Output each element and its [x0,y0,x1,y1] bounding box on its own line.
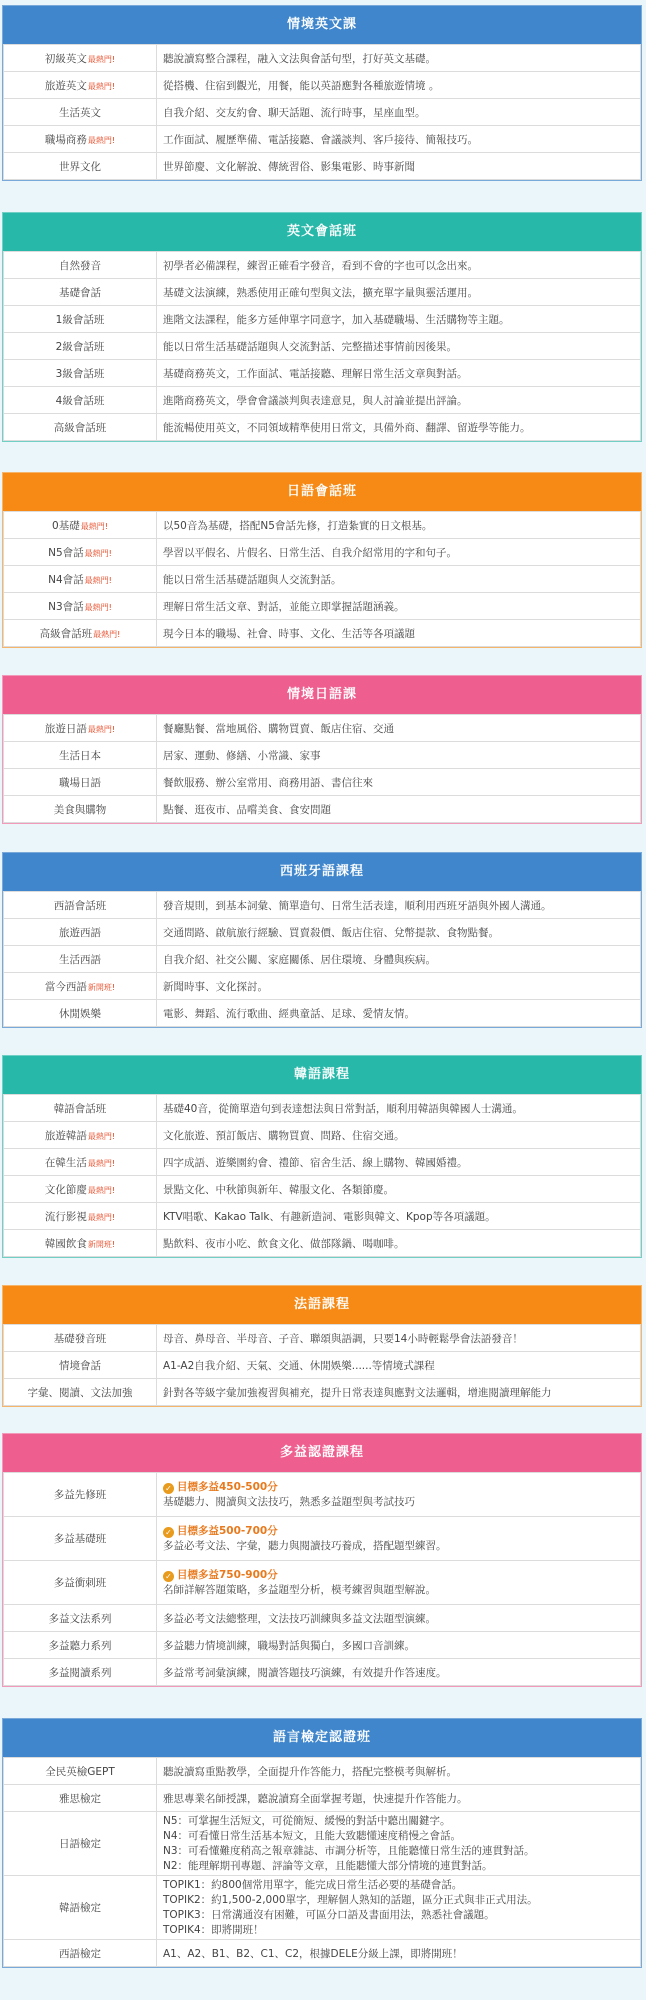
table-row [4,512,641,539]
course-name [4,1325,157,1352]
course-name [4,1605,157,1632]
course-name-label: 韓國飲食 [44,1237,87,1250]
course-description [157,512,641,539]
course-description-text: 餐飲服務、辦公室常用、商務用語、書信往來 [163,776,373,789]
course-name [4,360,157,387]
course-name [4,1517,157,1561]
course-name [4,946,157,973]
course-name-label: 西語會話班 [53,899,107,912]
course-section [2,1718,642,1968]
table-row [4,593,641,620]
course-name-label: 旅遊日語 [44,722,87,735]
hot-badge: 最熱門! [87,54,116,64]
course-description-text: 文化旅遊、預訂飯店、購物買賣、問路、住宿交通。 [163,1129,405,1142]
table-row [4,973,641,1000]
hot-badge: 最熱門! [87,135,116,145]
course-description [157,1659,641,1686]
course-name-label: 1級會話班 [55,313,105,326]
section-title: 語言檢定認證班 [3,1719,641,1757]
course-description-text: 現今日本的職場、社會、時事、文化、生活等各項議題 [163,627,415,640]
course-description [157,796,641,823]
course-name-label: N4會話 [48,573,84,586]
section-title: 法語課程 [3,1286,641,1324]
course-name-label: 職場日語 [59,776,101,789]
course-section [2,852,642,1028]
table-row [4,1785,641,1812]
course-description-text: 聽說讀寫整合課程，融入文法與會話句型，打好英文基礎。 [163,52,436,65]
course-description-text: 基礎商務英文，工作面試、電話接聽、理解日常生活文章與對話。 [163,367,468,380]
course-name [4,539,157,566]
table-row [4,1940,641,1967]
course-table [3,714,641,823]
course-name [4,1876,157,1940]
course-description [157,1000,641,1027]
course-description-text: 多益必考文法、字彙，聽力與閱讀技巧養成，搭配題型練習。 [163,1539,447,1552]
course-name [4,1379,157,1406]
course-name-label: 初級英文 [44,52,87,65]
course-name-label: 旅遊英文 [44,79,87,92]
course-description [157,1632,641,1659]
hot-badge: 最熱門! [87,724,116,734]
course-name-label: 多益先修班 [53,1489,107,1501]
course-name [4,892,157,919]
table-row [4,1561,641,1605]
course-description [157,1561,641,1605]
table-row [4,1517,641,1561]
course-description [157,1230,641,1257]
course-description-text: 點餐、逛夜市、品嚐美食、食安問題 [163,803,331,816]
course-description-text: 景點文化、中秋節與新年、韓服文化、各類節慶。 [163,1183,394,1196]
exam-level-line: N3：可看懂難度稍高之報章雜誌、市調分析等，且能聽懂日常生活的連貫對話。 [163,1844,535,1857]
course-name-label: 西語檢定 [59,1947,101,1960]
course-description [157,1605,641,1632]
table-row [4,742,641,769]
course-name-label: 基礎發音班 [53,1332,107,1345]
table-row [4,333,641,360]
course-description-text: 自我介紹、社交公關、家庭關係、居住環境、身體與疾病。 [163,953,436,966]
exam-level-line: TOPIK1：約800個常用單字，能完成日常生活必要的基礎會話。 [163,1878,463,1891]
table-row [4,252,641,279]
course-description-text: 交通問路、啟航旅行經驗、買賣殺價、飯店住宿、兌幣提款、食物點餐。 [163,926,499,939]
exam-level-line: TOPIK3：日常溝通沒有困難，可區分口語及書面用法，熟悉社會議題。 [163,1908,495,1921]
goal-score-text: 目標多益500-700分 [177,1524,278,1537]
course-description-text: 能流暢使用英文，不同領域精準使用日常文，具備外商、翻譯、留遊學等能力。 [163,421,531,434]
course-name-label: 韓語會話班 [53,1102,107,1115]
course-section [2,212,642,442]
table-row [4,72,641,99]
course-description [157,1379,641,1406]
course-section [2,675,642,824]
table-row [4,1122,641,1149]
course-name [4,153,157,180]
course-description [157,892,641,919]
check-circle-icon: ✓ [163,1571,174,1582]
course-table [3,44,641,180]
hot-badge: 最熱門! [84,602,112,612]
course-name [4,1203,157,1230]
section-title: 情境英文課 [3,6,641,44]
course-description [157,1352,641,1379]
table-row [4,1325,641,1352]
course-name [4,1000,157,1027]
course-description [157,72,641,99]
table-row [4,360,641,387]
course-name-label: 美食與購物 [53,803,107,816]
table-row [4,715,641,742]
course-description [157,973,641,1000]
course-name-label: 基礎會話 [59,286,101,299]
table-row [4,1605,641,1632]
course-description [157,1758,641,1785]
check-circle-icon: ✓ [163,1483,174,1494]
course-name-label: 當今西語 [44,980,87,993]
course-name-label: N3會話 [48,600,84,613]
exam-level-line: N2：能理解期刊專題、評論等文章，且能聽懂大部分情境的連貫對話。 [163,1859,493,1872]
course-name [4,99,157,126]
table-row [4,99,641,126]
hot-badge: 最熱門! [87,81,116,91]
course-name [4,1352,157,1379]
course-name [4,620,157,647]
hot-badge: 最熱門! [80,521,108,531]
table-row [4,539,641,566]
course-description-text: 基礎文法演練，熟悉使用正確句型與文法，擴充單字量與靈活運用。 [163,286,478,299]
course-description [157,1095,641,1122]
course-description [157,1122,641,1149]
course-name-label: 多益基礎班 [53,1533,107,1545]
table-row [4,1352,641,1379]
table-row [4,1758,641,1785]
course-description [157,919,641,946]
course-description-text: 針對各等級字彙加強複習與補充，提升日常表達與應對文法邏輯，增進閱讀理解能力 [163,1386,552,1399]
course-description [157,1203,641,1230]
course-name [4,593,157,620]
course-description-text: 母音、鼻母音、半母音、子音、聯頌與語調，只要14小時輕鬆學會法語發音！ [163,1332,523,1345]
table-row [4,1473,641,1517]
course-description [157,1517,641,1561]
course-name-label: 世界文化 [59,160,101,173]
hot-badge: 最熱門! [87,1158,116,1168]
section-title: 情境日語課 [3,676,641,714]
hot-badge: 新開班! [87,982,116,992]
course-description-text: A1-A2自我介紹、天氣、交通、休閒娛樂......等情境式課程 [163,1359,435,1372]
course-name [4,279,157,306]
table-row [4,1379,641,1406]
table-row [4,1176,641,1203]
course-description [157,1325,641,1352]
course-name [4,414,157,441]
course-description-text: 多益必考文法總整理，文法技巧訓練與多益文法題型演練。 [163,1612,436,1625]
course-table [3,1757,641,1967]
course-name [4,1230,157,1257]
course-name [4,715,157,742]
course-name-label: 全民英檢GEPT [45,1765,115,1778]
table-row [4,1230,641,1257]
course-name-label: 文化節慶 [44,1183,87,1196]
course-description-text: 多益常考詞彙演練，閱讀答題技巧演練，有效提升作答速度。 [163,1666,447,1679]
course-table [3,891,641,1027]
course-description [157,620,641,647]
course-description [157,1176,641,1203]
course-description-text: 世界節慶、文化解說、傳統習俗、影集電影、時事新聞 [163,160,415,173]
section-title: 日語會話班 [3,473,641,511]
course-description-text: 點飲料、夜市小吃、飲食文化、做部隊鍋、喝咖啡。 [163,1237,405,1250]
course-name [4,512,157,539]
course-name [4,1785,157,1812]
goal-score-text: 目標多益450-500分 [177,1480,278,1493]
course-name [4,1176,157,1203]
goal-score [163,1480,634,1495]
course-description-text: 名師詳解答題策略，多益題型分析，模考練習與題型解說。 [163,1583,436,1596]
course-description [157,153,641,180]
exam-level-line: N4：可看懂日常生活基本短文，且能大致聽懂速度稍慢之會話。 [163,1829,462,1842]
course-name [4,796,157,823]
course-description [157,1785,641,1812]
course-table [3,511,641,647]
table-row [4,414,641,441]
course-name [4,1473,157,1517]
hot-badge: 最熱門! [84,548,112,558]
table-row [4,279,641,306]
table-row [4,946,641,973]
course-description-text: 進階商務英文，學會會議談判與表達意見，與人討論並提出評論。 [163,394,468,407]
course-section [2,1433,642,1687]
course-name-label: 3級會話班 [55,367,105,380]
course-description [157,715,641,742]
course-description [157,742,641,769]
exam-level-line: TOPIK2：約1,500-2,000單字，理解個人熟知的話題，區分正式與非正式用法。 [163,1893,538,1906]
table-row [4,1632,641,1659]
course-description [157,946,641,973]
course-description-text: 新聞時事、文化探討。 [163,980,268,993]
course-name [4,742,157,769]
course-name-label: 多益文法系列 [48,1612,112,1625]
course-description-text: A1、A2、B1、B2、C1、C2，根據DELE分級上課，即將開班！ [163,1947,463,1960]
course-description-text: 餐廳點餐、當地風俗、購物買賣、飯店住宿、交通 [163,722,394,735]
course-description [157,566,641,593]
course-description-text: 學習以平假名、片假名、日常生活、自我介紹常用的字和句子。 [163,546,457,559]
exam-level-line: N5：可掌握生活短文，可從簡短、緩慢的對話中聽出關鍵字。 [163,1814,451,1827]
course-name [4,566,157,593]
course-name [4,1095,157,1122]
course-name [4,919,157,946]
course-name-label: 4級會話班 [55,394,105,407]
table-row [4,1659,641,1686]
course-section [2,5,642,181]
section-title: 韓語課程 [3,1056,641,1094]
table-row [4,919,641,946]
course-description [157,99,641,126]
course-name [4,1122,157,1149]
course-description-text: 自我介紹、交友約會、聊天話題、流行時事，星座血型。 [163,106,426,119]
course-name [4,45,157,72]
course-description-text: 基礎40音，從簡單造句到表達想法與日常對話，順利用韓語與韓國人士溝通。 [163,1102,523,1115]
course-description [157,387,641,414]
course-description-text: 理解日常生活文章、對話，並能立即掌握話題涵義。 [163,600,405,613]
hot-badge: 最熱門! [87,1131,116,1141]
course-name-label: 生活英文 [59,106,101,119]
course-name-label: 高級會話班 [53,421,107,434]
course-description [157,593,641,620]
table-row [4,769,641,796]
hot-badge: 最熱門! [87,1185,116,1195]
hot-badge: 最熱門! [84,575,112,585]
course-table [3,1472,641,1686]
table-row [4,1000,641,1027]
course-description [157,769,641,796]
hot-badge: 最熱門! [87,1212,116,1222]
course-table [3,1324,641,1406]
course-description [157,126,641,153]
course-name-label: 情境會話 [59,1359,101,1372]
course-table [3,251,641,441]
course-description [157,1940,641,1967]
table-row [4,153,641,180]
course-description-text: 基礎聽力、閱讀與文法技巧，熟悉多益題型與考試技巧 [163,1495,415,1508]
table-row [4,306,641,333]
course-name [4,1940,157,1967]
course-description-text: 多益聽力情境訓練，職場對話與獨白，多國口音訓練。 [163,1639,415,1652]
course-name [4,973,157,1000]
table-row [4,892,641,919]
table-row [4,45,641,72]
course-name-label: N5會話 [48,546,84,559]
course-description [157,1473,641,1517]
course-description-text: 居家、運動、修繕、小常識、家事 [163,749,321,762]
course-name [4,769,157,796]
goal-score [163,1568,634,1583]
course-description [157,1812,641,1876]
table-row [4,1876,641,1940]
table-row [4,566,641,593]
course-name-label: 多益衝刺班 [53,1577,107,1589]
course-name [4,1561,157,1605]
course-description-text: 電影、舞蹈、流行歌曲、經典童話、足球、愛情友情。 [163,1007,415,1020]
course-name-label: 韓語檢定 [59,1902,101,1914]
course-description-text: 初學者必備課程，練習正確看字發音，看到不會的字也可以念出來。 [163,259,478,272]
course-description [157,360,641,387]
check-circle-icon: ✓ [163,1527,174,1538]
course-description-text: 聽說讀寫重點教學，全面提升作答能力，搭配完整模考與解析。 [163,1765,457,1778]
course-description [157,414,641,441]
course-name [4,306,157,333]
table-row [4,796,641,823]
goal-score-text: 目標多益750-900分 [177,1568,278,1581]
course-section [2,472,642,648]
course-section [2,1285,642,1407]
table-row [4,387,641,414]
table-row [4,1149,641,1176]
exam-level-line: TOPIK4：即將開班！ [163,1923,264,1936]
course-name-label: 日語檢定 [59,1838,101,1850]
course-description [157,1876,641,1940]
course-description [157,1149,641,1176]
course-name [4,1812,157,1876]
course-description-text: 能以日常生活基礎話題與人交流對話、完整描述事情前因後果。 [163,340,457,353]
course-description [157,539,641,566]
course-description [157,252,641,279]
course-name-label: 旅遊西語 [59,926,101,939]
course-name [4,387,157,414]
course-name [4,333,157,360]
course-name [4,126,157,153]
table-row [4,1203,641,1230]
course-description-text: KTV唱歌、Kakao Talk、有趣新造詞、電影與韓文、Kpop等各項議題。 [163,1210,496,1223]
course-name [4,1149,157,1176]
course-description [157,45,641,72]
course-name [4,72,157,99]
course-description-text: 工作面試、履歷準備、電話接聽、會議談判、客戶接待、簡報技巧。 [163,133,478,146]
course-description-text: 進階文法課程，能多方延伸單字同意字，加入基礎職場、生活購物等主題。 [163,313,510,326]
course-name-label: 生活西語 [59,953,101,966]
course-name-label: 休閒娛樂 [59,1007,101,1020]
course-name-label: 多益聽力系列 [48,1639,112,1652]
section-title: 英文會話班 [3,213,641,251]
course-name-label: 生活日本 [59,749,101,762]
course-description-text: 從搭機、住宿到觀光，用餐，能以英語應對各種旅遊情境 。 [163,79,440,92]
course-table [3,1094,641,1257]
course-name-label: 0基礎 [52,519,80,532]
course-name-label: 在韓生活 [44,1156,87,1169]
goal-score [163,1524,634,1539]
course-section [2,1055,642,1258]
course-description [157,306,641,333]
course-name-label: 高級會話班 [39,627,93,640]
section-title: 西班牙語課程 [3,853,641,891]
course-name [4,1632,157,1659]
course-name [4,1758,157,1785]
course-description [157,279,641,306]
course-name-label: 流行影視 [44,1210,87,1223]
course-description-text: 發音規則，到基本詞彙、簡單造句、日常生活表達，順利用西班牙語與外國人溝通。 [163,899,552,912]
course-name-label: 字彙、閱讀、文法加強 [27,1386,133,1399]
course-description-text: 以50音為基礎，搭配N5會話先修，打造紮實的日文根基。 [163,519,433,532]
course-description [157,333,641,360]
course-name-label: 2級會話班 [55,340,105,353]
course-name-label: 多益閱讀系列 [48,1666,112,1679]
course-description-text: 雅思專業名師授課，聽說讀寫全面掌握考題，快速提升作答能力。 [163,1792,468,1805]
section-title: 多益認證課程 [3,1434,641,1472]
course-name-label: 旅遊韓語 [44,1129,87,1142]
table-row [4,620,641,647]
course-name-label: 職場商務 [44,133,87,146]
course-name-label: 雅思檢定 [59,1792,101,1805]
course-description-text: 四字成語、遊樂園約會、禮節、宿舍生活、線上購物、韓國婚禮。 [163,1156,468,1169]
table-row [4,1095,641,1122]
table-row [4,126,641,153]
hot-badge: 新開班! [87,1239,116,1249]
course-name [4,252,157,279]
course-name [4,1659,157,1686]
table-row [4,1812,641,1876]
course-name-label: 自然發音 [59,259,101,272]
course-description-text: 能以日常生活基礎話題與人交流對話。 [163,573,342,586]
hot-badge: 最熱門! [93,629,121,639]
